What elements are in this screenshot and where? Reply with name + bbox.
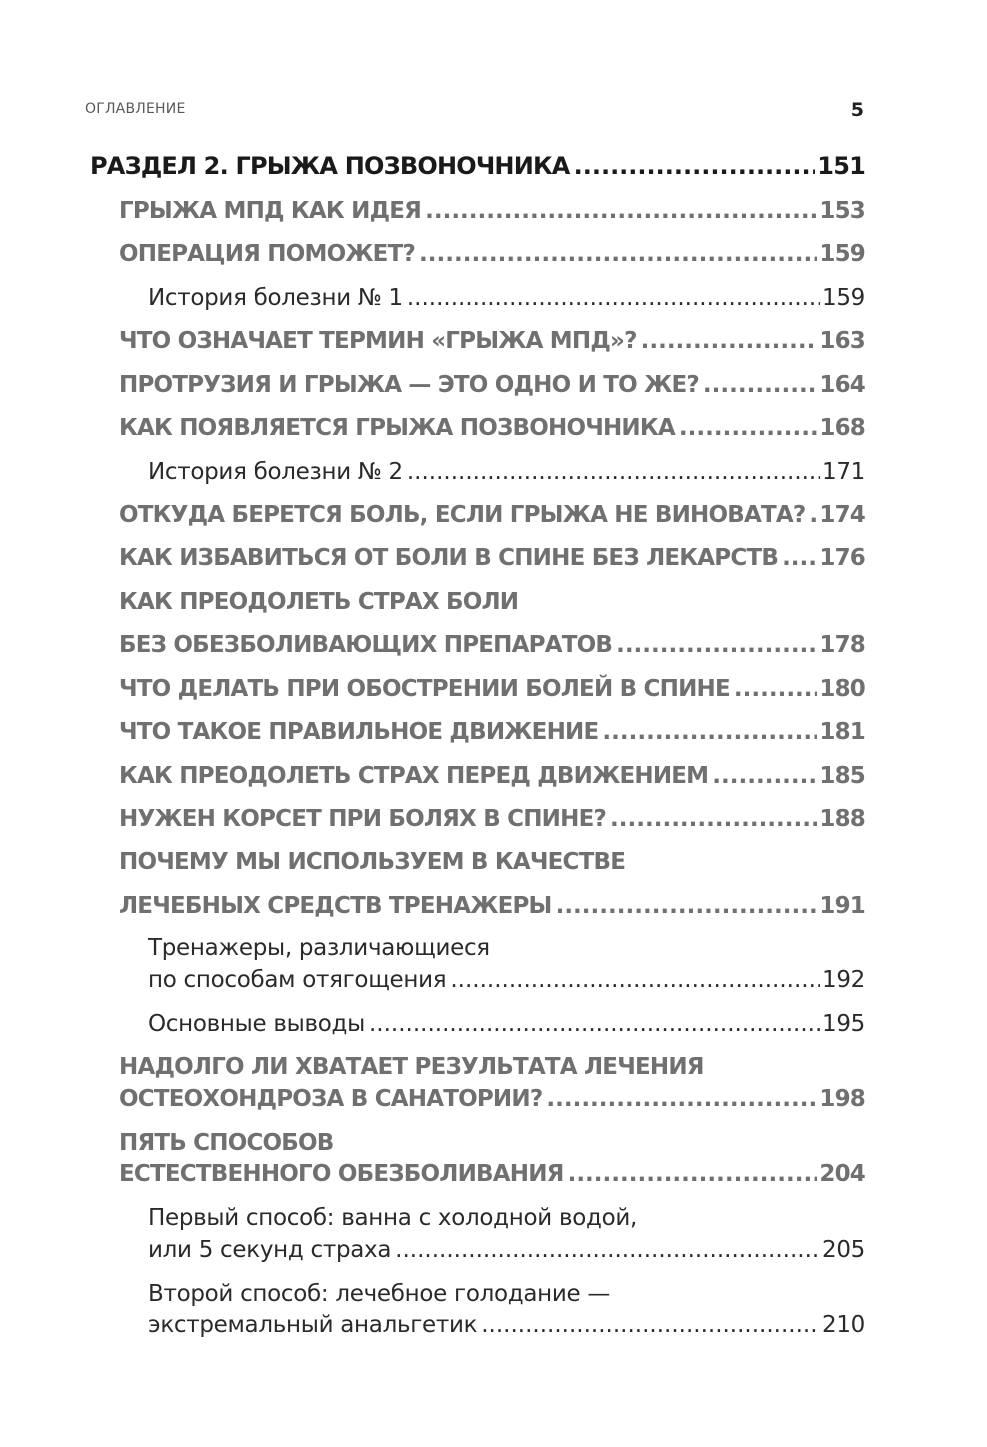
- toc-entry-page: 204: [819, 1161, 865, 1187]
- toc-entry[interactable]: [119, 709, 865, 745]
- toc-subentry[interactable]: [148, 957, 865, 993]
- dot-leader: [712, 763, 817, 789]
- toc-entry[interactable]: [119, 883, 865, 919]
- toc-entry-page: 168: [819, 415, 865, 441]
- dot-leader: [481, 1312, 820, 1338]
- toc-entry-title: ОТКУДА БЕРЕТСЯ БОЛЬ, ЕСЛИ ГРЫЖА НЕ ВИНОВАТА?: [119, 502, 806, 528]
- toc-entry[interactable]: [119, 796, 865, 832]
- toc-entry-title: РАЗДЕЛ 2. ГРЫЖА ПОЗВОНОЧНИКА: [90, 152, 570, 180]
- toc-entry-title: НУЖЕН КОРСЕТ ПРИ БОЛЯХ В СПИНЕ?: [119, 806, 607, 832]
- toc-entry-page: 176: [819, 545, 865, 571]
- dot-leader: [450, 967, 820, 993]
- toc-entry-title-line1: Первый способ: ванна с холодной водой,: [148, 1205, 638, 1231]
- toc-entry-title: ЛЕЧЕБНЫХ СРЕДСТВ ТРЕНАЖЕРЫ: [119, 893, 552, 919]
- toc-entry-page: 185: [819, 763, 865, 789]
- toc-entry-title: по способам отягощения: [148, 967, 447, 993]
- dot-leader: [610, 806, 817, 832]
- toc-entry-title-line1: НАДОЛГО ЛИ ХВАТАЕТ РЕЗУЛЬТАТА ЛЕЧЕНИЯ: [119, 1054, 704, 1080]
- toc-entry-page: 210: [822, 1312, 865, 1338]
- toc-entry[interactable]: [119, 1151, 865, 1187]
- toc-entry-page: 171: [822, 459, 865, 485]
- dot-leader: [782, 545, 817, 571]
- toc-section-entry[interactable]: [90, 144, 865, 180]
- toc-entry-title-line1: Второй способ: лечебное голодание —: [148, 1281, 611, 1307]
- toc-entry-title-line1: ПОЧЕМУ МЫ ИСПОЛЬЗУЕМ В КАЧЕСТВЕ: [119, 849, 626, 875]
- toc-entry-title: или 5 секунд страха: [148, 1237, 392, 1263]
- toc-entry-page: 198: [819, 1086, 865, 1112]
- toc-entry-title-line1: КАК ПРЕОДОЛЕТЬ СТРАХ БОЛИ: [119, 589, 519, 615]
- toc-entry-page: 180: [819, 676, 865, 702]
- dot-leader: [703, 372, 817, 398]
- toc-entry[interactable]: [119, 318, 865, 354]
- toc-entry-title: КАК ИЗБАВИТЬСЯ ОТ БОЛИ В СПИНЕ БЕЗ ЛЕКАРСТВ: [119, 545, 779, 571]
- toc-entry-title: КАК ПРЕОДОЛЕТЬ СТРАХ ПЕРЕД ДВИЖЕНИЕМ: [119, 763, 709, 789]
- dot-leader: [407, 285, 820, 311]
- toc-entry[interactable]: [119, 666, 865, 702]
- dot-leader: [546, 1086, 817, 1112]
- toc-entry-page: 195: [822, 1011, 865, 1037]
- toc-entry-title: История болезни № 2: [148, 459, 403, 485]
- toc-entry-title: ГРЫЖА МПД КАК ИДЕЯ: [119, 198, 422, 224]
- dot-leader: [616, 632, 817, 658]
- toc-entry-page: 205: [822, 1237, 865, 1263]
- dot-leader: [568, 1161, 818, 1187]
- toc-entry[interactable]: [119, 188, 865, 224]
- toc-entry-page: 178: [819, 632, 865, 658]
- dot-leader: [407, 459, 820, 485]
- dot-leader: [419, 241, 817, 267]
- page-number: 5: [850, 99, 864, 121]
- toc-entry-title: ЧТО ДЕЛАТЬ ПРИ ОБОСТРЕНИИ БОЛЕЙ В СПИНЕ: [119, 676, 730, 702]
- toc-entry[interactable]: [119, 753, 865, 789]
- toc-entry-title: КАК ПОЯВЛЯЕТСЯ ГРЫЖА ПОЗВОНОЧНИКА: [119, 415, 675, 441]
- dot-leader: [734, 676, 817, 702]
- toc-entry[interactable]: [119, 405, 865, 441]
- toc-subentry[interactable]: [148, 1302, 865, 1338]
- toc-entry-page: 191: [819, 893, 865, 919]
- toc-entry-page: 181: [819, 719, 865, 745]
- toc-entry-title: ОПЕРАЦИЯ ПОМОЖЕТ?: [119, 241, 416, 267]
- toc-subentry[interactable]: [148, 1227, 865, 1263]
- toc-entry-page: 163: [819, 328, 865, 354]
- dot-leader: [679, 415, 817, 441]
- toc-entry-page: 153: [819, 198, 865, 224]
- toc-entry-title: История болезни № 1: [148, 285, 403, 311]
- toc-entry-title: ЧТО ТАКОЕ ПРАВИЛЬНОЕ ДВИЖЕНИЕ: [119, 719, 599, 745]
- toc-entry-page: 159: [822, 285, 865, 311]
- toc-entry-page: 188: [819, 806, 865, 832]
- toc-entry[interactable]: [119, 1076, 865, 1112]
- toc-subentry[interactable]: [148, 275, 865, 311]
- toc-entry-title: ЧТО ОЗНАЧАЕТ ТЕРМИН «ГРЫЖА МПД»?: [119, 328, 637, 354]
- toc-entry-page: 159: [819, 241, 865, 267]
- toc-entry-title: Основные выводы: [148, 1011, 365, 1037]
- toc-entry-title-line1: Тренажеры, различающиеся: [148, 935, 490, 961]
- toc-entry-page: 151: [817, 152, 865, 180]
- toc-entry[interactable]: [119, 492, 865, 528]
- toc-entry[interactable]: [119, 231, 865, 267]
- toc-entry-title: ЕСТЕСТВЕННОГО ОБЕЗБОЛИВАНИЯ: [119, 1161, 564, 1187]
- dot-leader: [809, 502, 817, 528]
- toc-entry[interactable]: [119, 622, 865, 658]
- dot-leader: [556, 893, 818, 919]
- toc-entry-title: БЕЗ ОБЕЗБОЛИВАЮЩИХ ПРЕПАРАТОВ: [119, 632, 613, 658]
- toc-entry-title: ПРОТРУЗИЯ И ГРЫЖА — ЭТО ОДНО И ТО ЖЕ?: [119, 372, 699, 398]
- toc-entry-page: 174: [819, 502, 865, 528]
- dot-leader: [574, 152, 816, 180]
- running-head: ОГЛАВЛЕНИЕ: [85, 101, 186, 117]
- toc-entry-page: 164: [819, 372, 865, 398]
- toc-entry[interactable]: [119, 535, 865, 571]
- toc-subentry[interactable]: [148, 449, 865, 485]
- dot-leader: [369, 1011, 820, 1037]
- dot-leader: [395, 1237, 820, 1263]
- dot-leader: [425, 198, 817, 224]
- toc-entry-title: ОСТЕОХОНДРОЗА В САНАТОРИИ?: [119, 1086, 543, 1112]
- dot-leader: [602, 719, 817, 745]
- toc-entry-title: экстремальный анальгетик: [148, 1312, 478, 1338]
- toc-entry-title-line1: ПЯТЬ СПОСОБОВ: [119, 1130, 334, 1156]
- toc-entry-page: 192: [822, 967, 865, 993]
- dot-leader: [641, 328, 818, 354]
- toc-entry[interactable]: [119, 362, 865, 398]
- toc-subentry[interactable]: [148, 1001, 865, 1037]
